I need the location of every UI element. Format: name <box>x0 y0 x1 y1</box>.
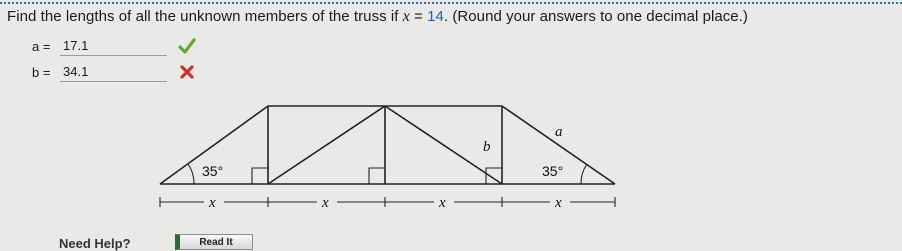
answer-field-a[interactable]: 17.1 <box>60 37 167 56</box>
question-prefix: Find the lengths of all the unknown members of the truss if <box>7 8 399 25</box>
need-help-label: Need Help? <box>59 236 131 251</box>
question-text <box>7 8 748 26</box>
angle-arc-left <box>188 164 194 184</box>
answer-label-a: a = <box>32 39 51 54</box>
dimension-line <box>160 197 615 207</box>
dim-label-x4: x <box>555 195 562 211</box>
question-x-value: 14 <box>427 8 444 25</box>
cross-icon <box>177 62 197 82</box>
angle-label-right: 35° <box>542 163 564 179</box>
question-variable: x <box>402 8 410 25</box>
question-equals: = <box>409 8 428 25</box>
truss-diagonal-left <box>268 106 385 184</box>
answer-field-b[interactable]: 34.1 <box>60 63 167 82</box>
dim-label-x2: x <box>322 195 329 211</box>
angle-label-left: 35° <box>202 163 224 179</box>
member-label-b: b <box>483 139 491 155</box>
dim-label-x3: x <box>439 195 446 211</box>
check-icon <box>177 36 197 56</box>
right-angle-marker-2 <box>369 168 385 184</box>
question-suffix: . (Round your answers to one decimal place.) <box>443 8 748 25</box>
read-it-button[interactable]: Read It <box>175 234 253 250</box>
answer-label-b: b = <box>32 65 51 80</box>
angle-arc-right <box>581 164 587 184</box>
truss-figure <box>150 98 630 218</box>
top-dotted-divider <box>0 2 902 4</box>
dim-label-x1: x <box>209 195 216 211</box>
right-angle-marker-1 <box>252 168 268 184</box>
member-label-a: a <box>555 124 563 140</box>
help-row <box>0 228 902 250</box>
